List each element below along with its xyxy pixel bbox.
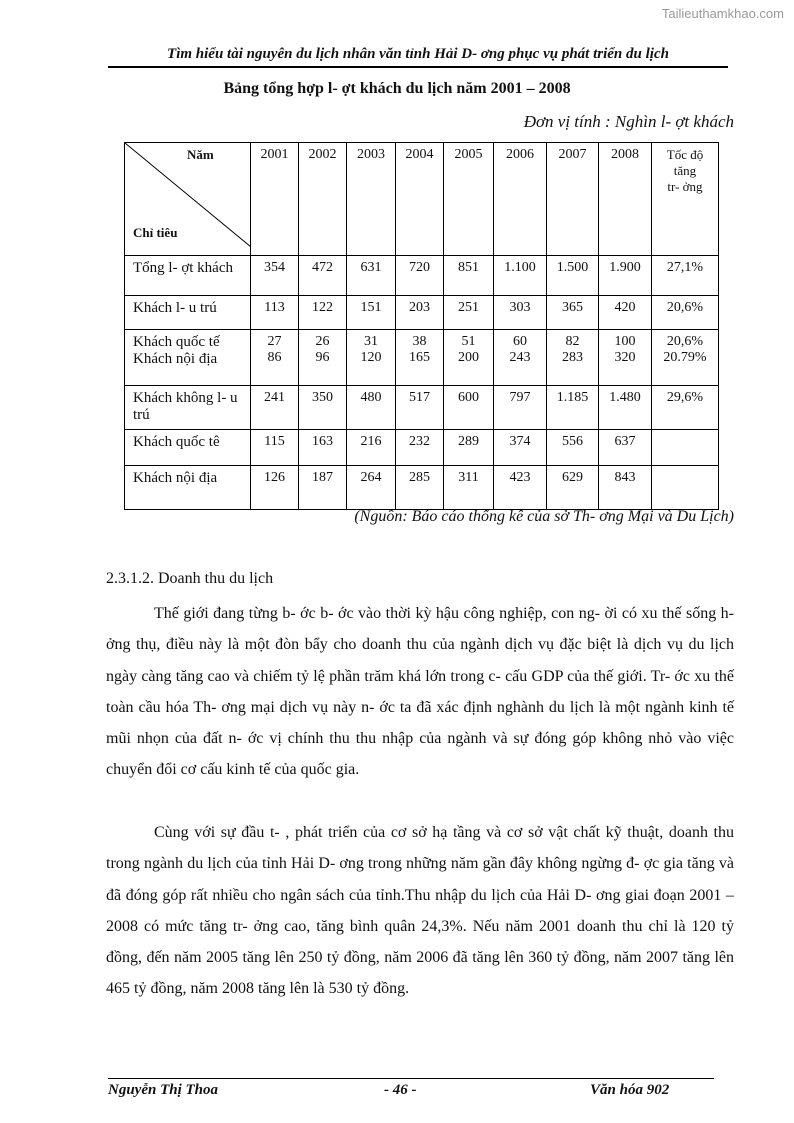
cell-line: 283 xyxy=(562,350,583,365)
cell-value: 203 xyxy=(396,296,444,330)
cell-line: 320 xyxy=(614,350,636,365)
cell-value: 122 xyxy=(299,296,347,330)
cell-value: 285 xyxy=(396,466,444,510)
cell-line: 86 xyxy=(267,350,282,365)
cell-value xyxy=(251,330,299,386)
cell-value: 251 xyxy=(444,296,494,330)
cell-line: 26 xyxy=(315,334,330,349)
cell-value: 517 xyxy=(396,386,444,430)
year-header: 2007 xyxy=(547,143,599,256)
growth-value: 20,6% xyxy=(652,296,719,330)
cell-line: 243 xyxy=(509,350,531,365)
cell-line: 200 xyxy=(458,350,479,365)
year-header: 2003 xyxy=(347,143,396,256)
footer-class: Văn hóa 902 xyxy=(590,1082,670,1098)
cell-value: 311 xyxy=(444,466,494,510)
cell-value: 556 xyxy=(547,430,599,466)
row-label: Khách quốc tê xyxy=(125,430,251,466)
corner-cell xyxy=(125,143,251,256)
growth-header-line: Tốc độ xyxy=(666,147,704,162)
row-label: Khách l- u trú xyxy=(125,296,251,330)
table-row xyxy=(125,330,719,386)
running-header: Tìm hiểu tài nguyên du lịch nhân văn tỉnh Hải D- ơng phục vụ phát triển du lịch xyxy=(167,46,669,62)
cell-value: 631 xyxy=(347,256,396,296)
cell-value: 637 xyxy=(599,430,652,466)
year-header: 2002 xyxy=(299,143,347,256)
cell-value: 126 xyxy=(251,466,299,510)
cell-value: 423 xyxy=(494,466,547,510)
cell-value xyxy=(494,330,547,386)
body-paragraph: Cùng với sự đầu t- , phát triển của cơ sở hạ tầng và cơ sở vật chất kỹ thuật, doanh thu trong ngành du lịch của tỉnh Hải D- ơng trong những năm gần đây không ngừng đ- ợc gia tăng và đã đóng góp rất nhiều cho ngân sách của tỉnh.Thu nhập du lịch của Hải D- ơng giai đoạn 2001 – 2008 có mức tăng tr- ởng cao, tăng bình quân 24,3%. Nếu năm 2001 doanh thu chỉ là 120 tỷ đồng, đến năm 2005 tăng lên 250 tỷ đồng, năm 2006 đã tăng lên 360 tỷ đồng, năm 2007 tăng lên 465 tỷ đồng, năm 2008 tăng lên là 530 tỷ đồng. xyxy=(106,824,734,998)
table-header-row xyxy=(125,143,719,256)
cell-line: 31 xyxy=(364,334,378,349)
cell-value: 720 xyxy=(396,256,444,296)
cell-value xyxy=(347,330,396,386)
cell-line: 100 xyxy=(614,334,636,349)
year-header: 2006 xyxy=(494,143,547,256)
cell-value: 365 xyxy=(547,296,599,330)
cell-line: 82 xyxy=(565,334,580,349)
cell-value: 232 xyxy=(396,430,444,466)
section-heading: 2.3.1.2. Doanh thu du lịch xyxy=(106,570,274,587)
unit-note: Đơn vị tính : Nghìn l- ợt khách xyxy=(523,112,734,131)
growth-value: 29,6% xyxy=(652,386,719,430)
cell-value: 797 xyxy=(494,386,547,430)
cell-value: 187 xyxy=(299,466,347,510)
cell-value: 851 xyxy=(444,256,494,296)
row-label: Khách không l- u trú xyxy=(125,386,251,430)
row-label: Tổng l- ợt khách xyxy=(125,256,251,296)
cell-value: 1.900 xyxy=(599,256,652,296)
table-row xyxy=(125,256,719,296)
cell-line: 38 xyxy=(412,334,427,349)
cell-value: 289 xyxy=(444,430,494,466)
growth-value xyxy=(652,330,719,386)
cell-value xyxy=(599,330,652,386)
cell-value: 1.500 xyxy=(547,256,599,296)
cell-value: 264 xyxy=(347,466,396,510)
header-rule xyxy=(108,66,728,68)
cell-value: 1.185 xyxy=(547,386,599,430)
cell-value: 163 xyxy=(299,430,347,466)
table-row xyxy=(125,430,719,466)
cell-line: 51 xyxy=(461,334,476,349)
growth-header-line: tăng xyxy=(673,163,697,178)
cell-value: 303 xyxy=(494,296,547,330)
table-title: Bảng tổng hợp l- ợt khách du lịch năm 2001 – 2008 xyxy=(223,80,571,97)
body-paragraph: Thế giới đang từng b- ớc b- ớc vào thời kỳ hậu công nghiệp, con ng- ời có xu thế sống h- ởng thụ, điều này là một đòn bẩy cho doanh thu của ngành dịch vụ đặc biệt là dịch vụ du lịch ngày càng tăng cao và chiếm tỷ lệ phần trăm khá lớn trong c- cấu GDP của thế giới. Tr- ớc xu thế toàn cầu hóa Th- ơng mại dịch vụ này n- ớc ta đã xác định nghành du lịch là một ngành kinh tế mũi nhọn của đất n- ớc vị chính thu thu nhập của ngành và sự đóng góp không nhỏ vào việc chuyển đổi cơ cấu kinh tế của quốc gia. xyxy=(106,605,734,779)
year-header: 2008 xyxy=(599,143,652,256)
watermark: Tailieuthamkhao.com xyxy=(661,6,784,21)
cell-line: 120 xyxy=(360,350,382,365)
cell-value: 480 xyxy=(347,386,396,430)
statistics-table xyxy=(124,142,719,510)
table-row xyxy=(125,296,719,330)
row-label-line: Khách quốc tế xyxy=(133,334,220,350)
footer-author: Nguyễn Thị Thoa xyxy=(108,1082,219,1098)
cell-line: 96 xyxy=(315,350,330,365)
cell-line: 165 xyxy=(409,350,430,365)
cell-value: 600 xyxy=(444,386,494,430)
year-header: 2004 xyxy=(396,143,444,256)
cell-value xyxy=(444,330,494,386)
cell-value: 472 xyxy=(299,256,347,296)
table-row xyxy=(125,466,719,510)
corner-year-label: Năm xyxy=(187,147,214,162)
cell-value: 374 xyxy=(494,430,547,466)
page-number: - 46 - xyxy=(384,1082,417,1098)
cell-line: 20.79% xyxy=(663,350,707,365)
cell-value xyxy=(299,330,347,386)
cell-value: 350 xyxy=(299,386,347,430)
cell-value: 113 xyxy=(251,296,299,330)
cell-value: 1.480 xyxy=(599,386,652,430)
footer-rule xyxy=(108,1078,714,1079)
cell-value: 151 xyxy=(347,296,396,330)
cell-value: 843 xyxy=(599,466,652,510)
table-row xyxy=(125,386,719,430)
corner-indicator-label: Chỉ tiêu xyxy=(133,225,178,240)
growth-header xyxy=(652,143,719,256)
cell-line: 60 xyxy=(513,334,527,349)
cell-value xyxy=(396,330,444,386)
cell-line: 27 xyxy=(267,334,282,349)
year-header: 2001 xyxy=(251,143,299,256)
year-header: 2005 xyxy=(444,143,494,256)
cell-value: 1.100 xyxy=(494,256,547,296)
row-label xyxy=(125,330,251,386)
cell-value: 115 xyxy=(251,430,299,466)
growth-value xyxy=(652,466,719,510)
cell-value: 241 xyxy=(251,386,299,430)
cell-line: 20,6% xyxy=(666,334,704,349)
cell-value: 216 xyxy=(347,430,396,466)
cell-value xyxy=(547,330,599,386)
growth-header-line: tr- ởng xyxy=(667,179,703,194)
growth-value xyxy=(652,430,719,466)
growth-value: 27,1% xyxy=(652,256,719,296)
row-label: Khách nội địa xyxy=(125,466,251,510)
cell-value: 354 xyxy=(251,256,299,296)
cell-value: 629 xyxy=(547,466,599,510)
cell-value: 420 xyxy=(599,296,652,330)
table-source: (Nguồn: Báo cáo thống kê của sở Th- ơng Mại và Du Lịch) xyxy=(354,508,734,525)
row-label-line: Khách nội địa xyxy=(133,351,218,367)
